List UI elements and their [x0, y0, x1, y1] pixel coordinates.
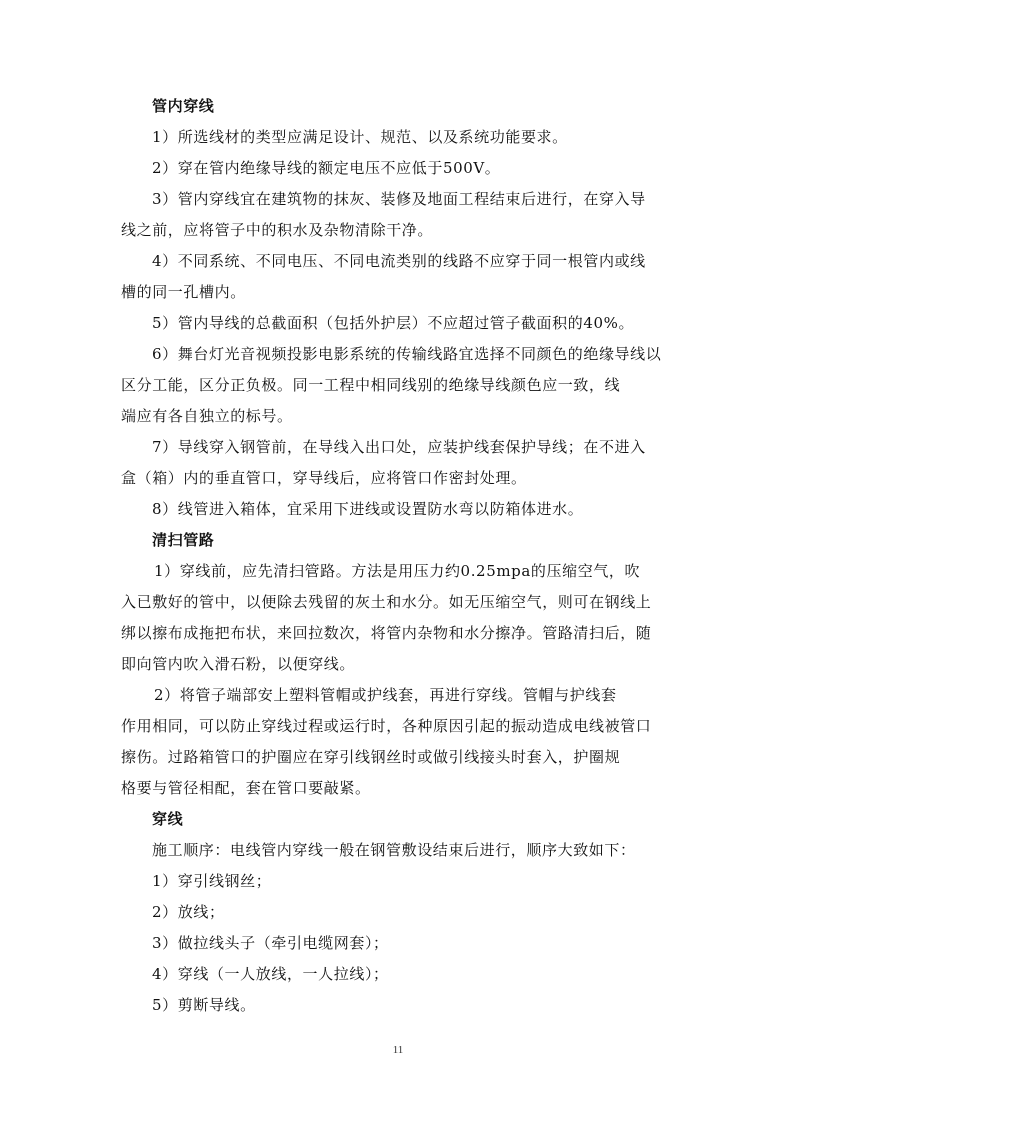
list-item: 4）穿线（一人放线，一人拉线）；	[152, 965, 389, 983]
paragraph-line: 2）将管子端部安上塑料管帽或护线套，再进行穿线。管帽与护线套	[154, 686, 617, 704]
paragraph-line: 3）管内穿线宜在建筑物的抹灰、装修及地面工程结束后进行，在穿入导	[152, 190, 646, 208]
paragraph-line: 1）所选线材的类型应满足设计、规范、以及系统功能要求。	[152, 128, 568, 146]
paragraph-line: 7）导线穿入钢管前，在导线入出口处，应装护线套保护导线；在不进入	[152, 438, 646, 456]
paragraph-line: 盒（箱）内的垂直管口，穿导线后，应将管口作密封处理。	[121, 469, 527, 487]
paragraph-line: 入已敷好的管中，以便除去残留的灰土和水分。如无压缩空气，则可在钢线上	[121, 593, 652, 611]
paragraph-line: 4）不同系统、不同电压、不同电流类别的线路不应穿于同一根管内或线	[152, 252, 646, 270]
list-item: 5）剪断导线。	[152, 996, 256, 1014]
section-heading: 清扫管路	[152, 531, 215, 549]
list-item: 2）放线；	[152, 903, 225, 921]
document-body	[121, 91, 677, 1021]
list-item: 1）穿引线钢丝；	[152, 872, 272, 890]
list-item: 3）做拉线头子（牵引电缆网套）；	[152, 934, 389, 952]
paragraph-line: 格要与管径相配，套在管口要敲紧。	[121, 779, 371, 797]
paragraph-line: 即向管内吹入滑石粉，以便穿线。	[121, 655, 356, 673]
paragraph-line: 绑以擦布成拖把布状，来回拉数次，将管内杂物和水分擦净。管路清扫后，随	[121, 624, 652, 642]
paragraph-line: 作用相同，可以防止穿线过程或运行时，各种原因引起的振动造成电线被管口	[121, 717, 652, 735]
section-heading: 穿线	[152, 810, 184, 828]
paragraph-line: 施工顺序：电线管内穿线一般在钢管敷设结束后进行，顺序大致如下：	[152, 841, 636, 859]
paragraph-line: 5）管内导线的总截面积（包括外护层）不应超过管子截面积的40%。	[152, 314, 635, 332]
paragraph-line: 6）舞台灯光音视频投影电影系统的传输线路宜选择不同颜色的绝缘导线以	[152, 345, 662, 363]
paragraph-line: 端应有各自独立的标号。	[121, 407, 293, 425]
paragraph-line: 1）穿线前，应先清扫管路。方法是用压力约0.25mpa的压缩空气，吹	[154, 562, 641, 580]
paragraph-line: 擦伤。过路箱管口的护圈应在穿引线钢丝时或做引线接头时套入，护圈规	[121, 748, 621, 766]
paragraph-line: 线之前，应将管子中的积水及杂物清除干净。	[121, 221, 434, 239]
paragraph-line: 区分工能，区分正负极。同一工程中相同线别的绝缘导线颜色应一致，线	[121, 376, 621, 394]
section-heading: 管内穿线	[152, 97, 215, 115]
paragraph-line: 槽的同一孔槽内。	[121, 283, 246, 301]
paragraph-line: 2）穿在管内绝缘导线的额定电压不应低于500V。	[152, 159, 501, 177]
paragraph-line: 8）线管进入箱体，宜采用下进线或设置防水弯以防箱体进水。	[152, 500, 584, 518]
page-number: 11	[392, 1044, 404, 1056]
